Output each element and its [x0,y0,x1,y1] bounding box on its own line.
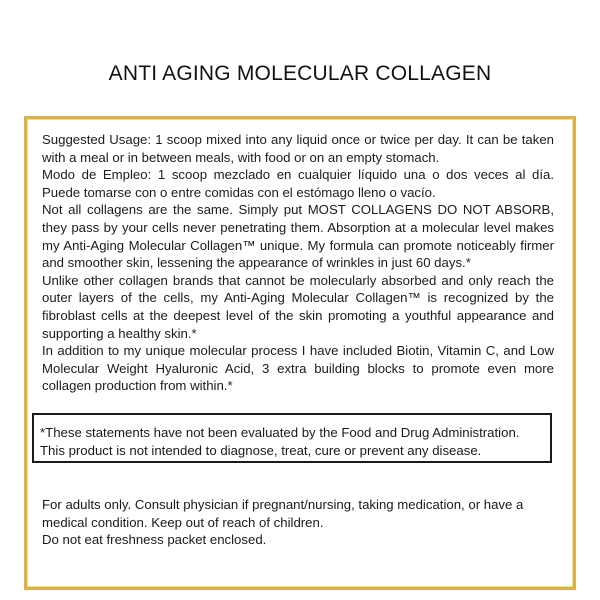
fibroblast-text: Unlike other collagen brands that cannot be molecularly absorbed and only reach the outer layers of the cells, my Anti-Aging Molecular Collagen™ is recognized by the fibroblast cells at the deepest level of the skin promoting a youthful appearance and supporting a healthy skin.* [42,272,554,341]
fda-disclaimer-line-2: This product is not intended to diagnose, treat, cure or prevent any disease. [40,443,482,458]
page-title: ANTI AGING MOLECULAR COLLAGEN [108,62,492,85]
fda-disclaimer-line-1: *These statements have not been evaluated by the Food and Drug Administration. [40,425,520,440]
suggested-usage-text: Suggested Usage: 1 scoop mixed into any liquid once or twice per day. It can be taken with a meal or in between meals, with food or on an empty stomach. [42,132,554,165]
warning-line-2: Do not eat freshness packet enclosed. [42,532,267,548]
warning-line-1: For adults only. Consult physician if pregnant/nursing, taking medication, or have a medical condition. Keep out of reach of children. [42,497,524,530]
modo-de-empleo-text: Modo de Empleo: 1 scoop mezclado en cualquier líquido una o dos veces al día. Puede tomarse con o entre comidas con el estómago lleno o vacío. [42,167,554,200]
fda-disclaimer-box [32,413,552,463]
warning-section [42,496,556,549]
ingredients-text: In addition to my unique molecular process I have included Biotin, Vitamin C, and Low Molecular Weight Hyaluronic Acid, 3 extra building blocks to promote even more collagen production from within.* [42,343,554,394]
product-description [42,131,554,395]
absorption-text: Not all collagens are the same. Simply put MOST COLLAGENS DO NOT ABSORB, they pass by your cells never penetrating them. Absorption at a molecular level makes my Anti-Aging Molecular Collagen™ unique. My formula can promote noticeably firmer and smoother skin, lessening the appearance of wrinkles in just 60 days.* [42,202,554,271]
